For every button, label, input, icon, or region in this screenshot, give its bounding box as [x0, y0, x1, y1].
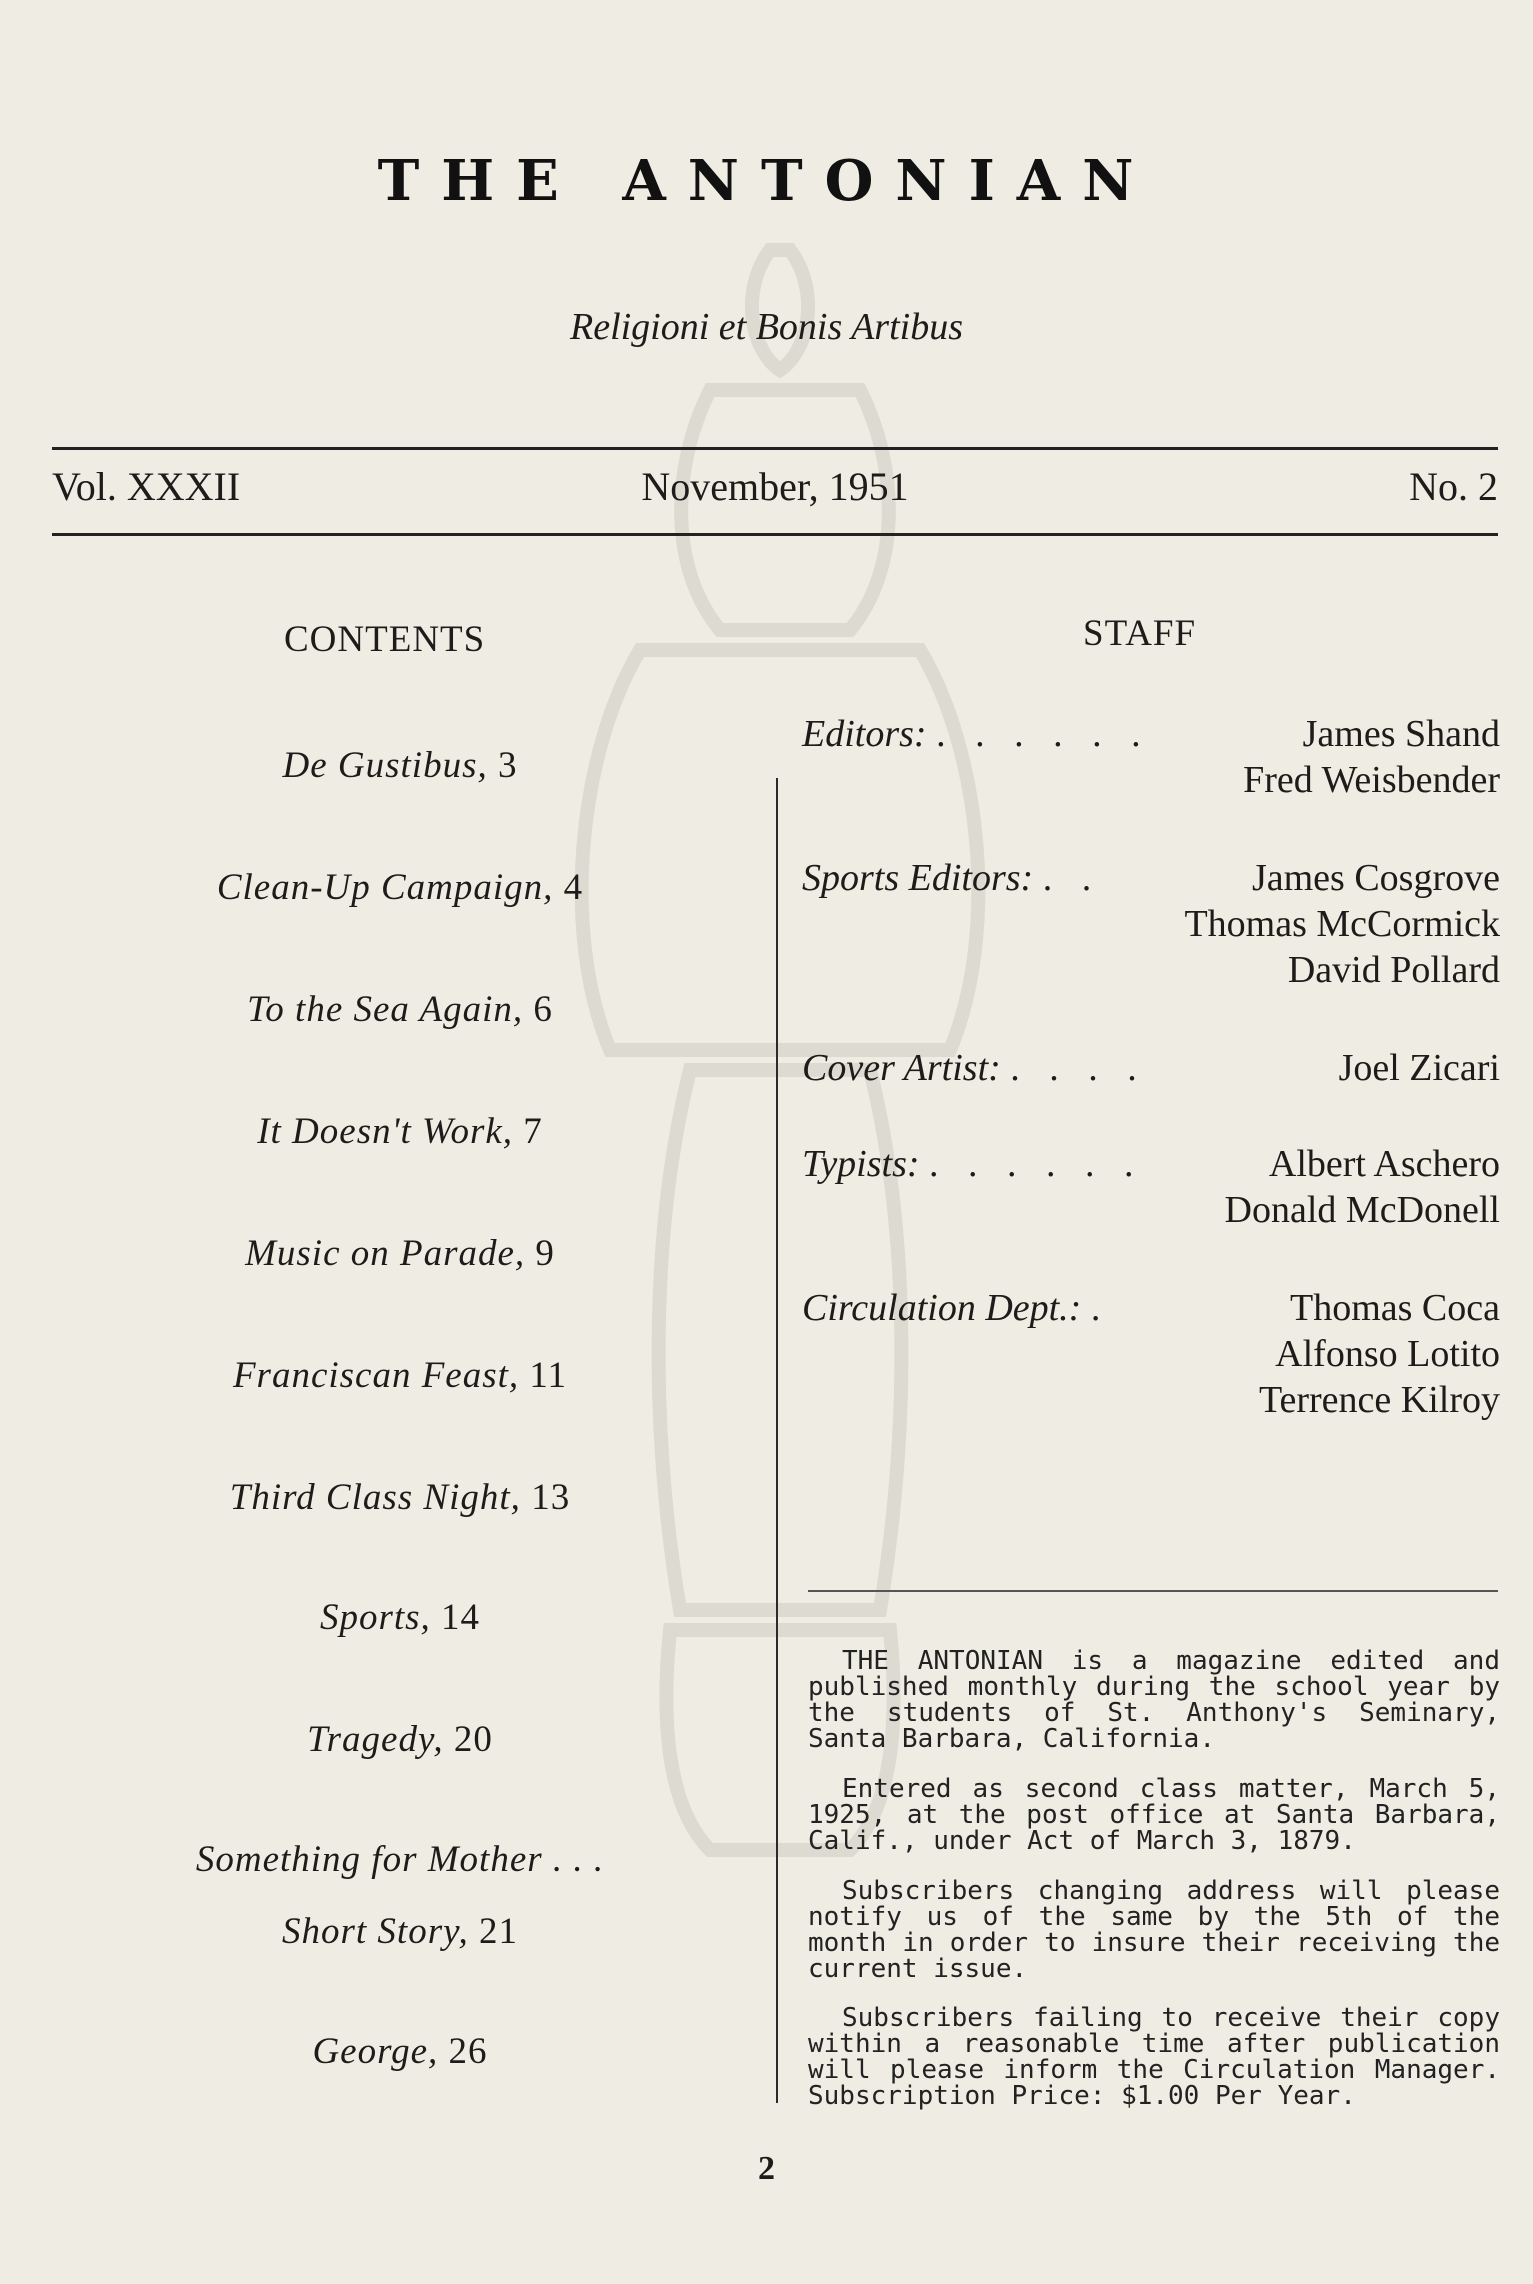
contents-item: Music on Parade, 9	[245, 1233, 555, 1274]
notice-paragraph: THE ANTONIAN is a magazine edited and published monthly during the school year by the students of St. Anthony's Seminary, Santa Barbara, California.	[808, 1646, 1500, 1754]
contents-item: De Gustibus, 3	[282, 745, 518, 786]
address-notice	[808, 1878, 1500, 1982]
staff-name: Thomas McCormick	[1184, 903, 1500, 945]
notice-paragraph: Entered as second class matter, March 5, 1925, at the post office at Santa Barbara, Calif., under Act of March 3, 1879.	[808, 1774, 1500, 1856]
staff-name: Joel Zicari	[1338, 1047, 1500, 1089]
staff-role: Typists:	[802, 1143, 920, 1185]
staff-name: Alfonso Lotito	[1275, 1333, 1500, 1375]
contents-item: Something for Mother . . .	[195, 1839, 605, 1880]
magazine-motto: Religioni et Bonis Artibus	[569, 306, 963, 348]
staff-role: Sports Editors:	[802, 857, 1034, 899]
staff-entry-editors: Editors: . . . . . . James Shand Fred Weisbender	[802, 713, 1500, 801]
contents-item: Franciscan Feast, 11	[232, 1355, 568, 1396]
contents-item: Third Class Night, 13	[229, 1477, 571, 1518]
contents-item: George, 26	[312, 2031, 488, 2072]
publication-notice	[808, 1648, 1500, 1752]
staff-name: Donald McDonell	[1224, 1189, 1500, 1231]
staff-name: David Pollard	[1287, 949, 1500, 991]
page-number: 2	[758, 2150, 775, 2187]
staff-role: Cover Artist:	[802, 1047, 1001, 1089]
staff-name: James Cosgrove	[1251, 857, 1500, 899]
column-divider	[776, 778, 778, 2103]
staff-role: Editors:	[802, 713, 927, 755]
staff-entry-typists: Typists: . . . . . . Albert Aschero Donald McDonell	[802, 1143, 1500, 1231]
issue-date: November, 1951	[641, 464, 909, 509]
notice-rule	[808, 1590, 1498, 1592]
staff-entry-cover-artist: Cover Artist: . . . . Joel Zicari	[802, 1047, 1500, 1089]
staff-entry-sports-editors: Sports Editors: . . James Cosgrove Thomas McCormick David Pollard	[802, 857, 1500, 991]
staff-entry-circulation: Circulation Dept.: . Thomas Coca Alfonso Lotito Terrence Kilroy	[802, 1287, 1500, 1421]
notice-paragraph: Subscribers failing to receive their copy within a reasonable time after publication will please inform the Circulation Manager. Subscription Price: $1.00 Per Year.	[808, 2003, 1500, 2111]
contents-heading: CONTENTS	[284, 619, 486, 660]
contents-item: It Doesn't Work, 7	[257, 1111, 543, 1152]
delivery-notice	[808, 2005, 1500, 2109]
staff-role: Circulation Dept.:	[802, 1287, 1082, 1329]
notice-paragraph: Subscribers changing address will please notify us of the same by the 5th of the month in order to insure their receiving the current issue.	[808, 1876, 1500, 1984]
contents-item: Sports, 14	[319, 1597, 481, 1638]
entry-notice	[808, 1776, 1500, 1854]
staff-name: James Shand	[1302, 713, 1500, 755]
staff-name: Terrence Kilroy	[1258, 1379, 1500, 1421]
contents-item: Clean-Up Campaign, 4	[216, 867, 584, 908]
magazine-title: THE ANTONIAN	[377, 148, 1156, 214]
volume-label: Vol. XXXII	[52, 464, 241, 509]
contents-item: To the Sea Again, 6	[247, 989, 553, 1030]
contents-item: Tragedy, 20	[307, 1719, 493, 1760]
staff-name: Thomas Coca	[1289, 1287, 1500, 1329]
issue-number: No. 2	[1409, 464, 1498, 509]
staff-heading: STAFF	[1083, 613, 1197, 654]
header-rule-top	[52, 447, 1498, 450]
contents-item: Short Story, 21	[282, 1911, 518, 1952]
staff-name: Fred Weisbender	[1243, 759, 1500, 801]
header-rule-bottom	[52, 533, 1498, 536]
staff-name: Albert Aschero	[1268, 1143, 1500, 1185]
